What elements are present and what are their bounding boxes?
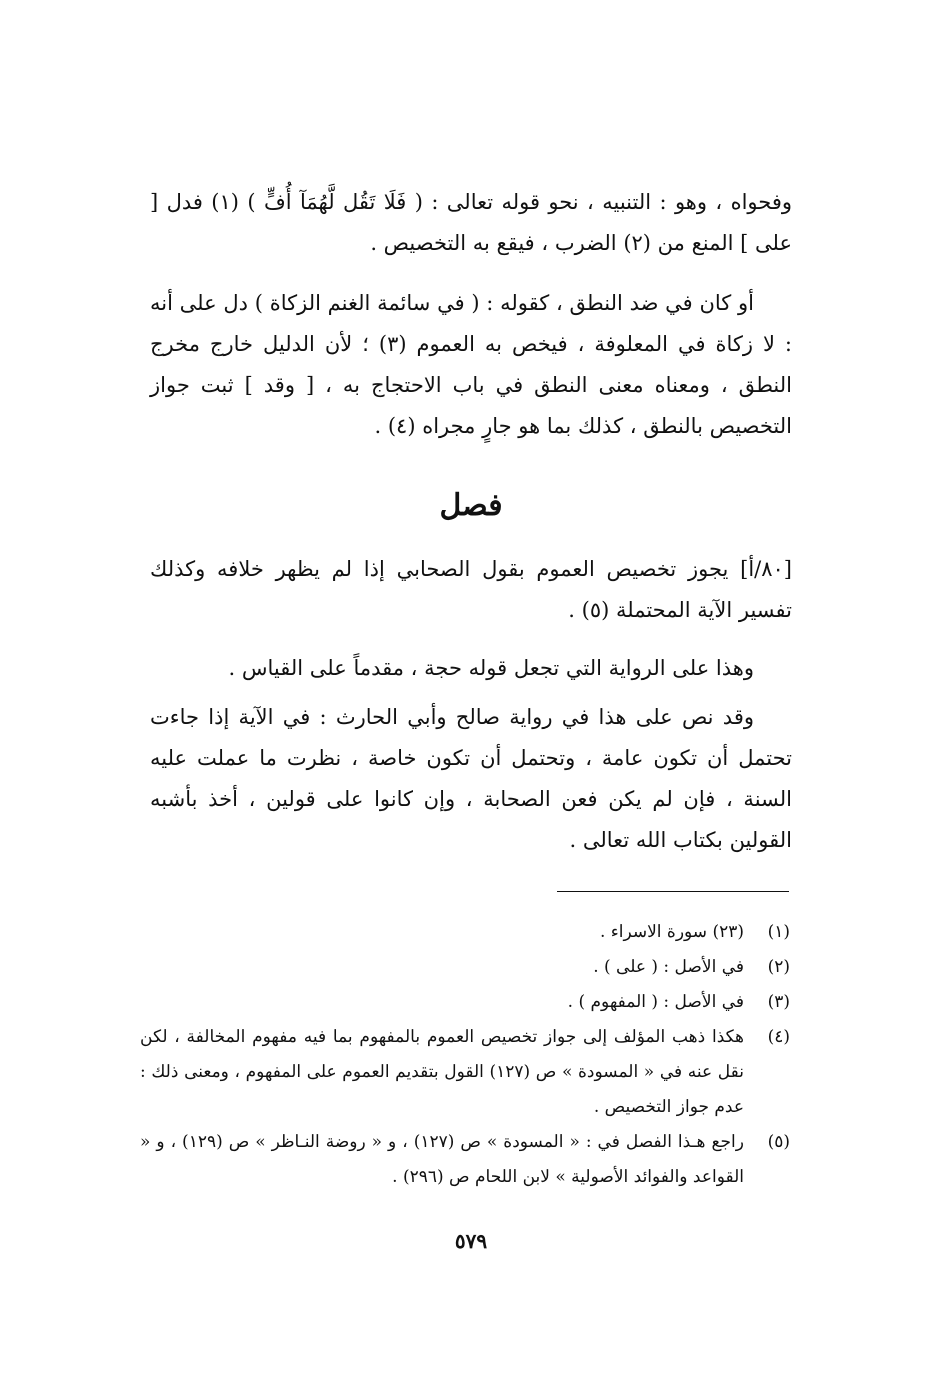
footnote-number: (٥) <box>767 1132 790 1152</box>
footnote-number: (٢) <box>767 957 790 977</box>
footnote-text: في الأصل : ( على ) . <box>593 957 744 977</box>
footnote-text: هكذا ذهب المؤلف إلى جواز تخصيص العموم بالمفهوم بما فيه مفهوم المخالفة ، لكن نقل عنه في « المسودة » ص (١٢٧) القول بتقديم العموم على المفهوم ، ومعنى ذلك : عدم جواز التخصيص . <box>140 1027 744 1117</box>
footnote-text: في الأصل : ( المفهوم ) . <box>567 992 744 1012</box>
footnote-item <box>140 1020 790 1125</box>
paragraph-nass: وقد نص على هذا في رواية صالح وأبي الحارث : في الآية إذا جاءت تحتمل أن تكون عامة ، وتحتمل أن تكون خاصة ، نظرت ما عملت عليه السنة ، فإن لم يكن فعن الصحابة ، وإن كانوا على قولين ، أخذ بأشبه القولين بكتاب الله تعالى . <box>150 705 792 852</box>
page-number: ٥٧٩ <box>454 1229 488 1253</box>
footnote-item <box>140 915 790 950</box>
paragraph-tanbih: وفحواه ، وهو : التنبيه ، نحو قوله تعالى : ( فَلَا تَقُل لَّهُمَآ أُفٍّ ) (١) فدل [ على ] المنع من (٢) الضرب ، فيقع به التخصيص . <box>150 190 792 255</box>
paragraph-takhsis-sahabi: [٨٠/أ] يجوز تخصيص العموم بقول الصحابي إذا لم يظهر خلافه وكذلك تفسير الآية المحتملة (٥) . <box>150 557 792 622</box>
footnote-text: راجع هـذا الفصل في : « المسودة » ص (١٢٧) ، و « روضة النـاظر » ص (١٢٩) ، و « القواعد والفوائد الأصولية » لابن اللحام ص (٢٩٦) . <box>140 1132 744 1187</box>
footnote-item <box>140 950 790 985</box>
footnotes-list <box>140 915 790 1195</box>
footnote-item <box>140 1125 790 1195</box>
footnote-text: (٢٣) سورة الاسراء . <box>599 922 744 942</box>
footnote-divider <box>557 891 789 892</box>
paragraph-riwaya: وهذا على الرواية التي تجعل قوله حجة ، مقدماً على القياس . <box>228 656 754 680</box>
footnote-number: (٤) <box>767 1027 790 1047</box>
footnote-number: (٣) <box>767 992 790 1012</box>
paragraph-didd-al-nutq: أو كان في ضد النطق ، كقوله : ( في سائمة الغنم الزكاة ) دل على أنه : لا زكاة في المعلوفة ، فيخص به العموم (٣) ؛ لأن الدليل خارج مخرج النطق ، ومعناه معنى النطق في باب الاحتجاج به ، [ وقد ] ثبت جواز التخصيص بالنطق ، كذلك بما هو جارٍ مجراه (٤) . <box>150 291 793 438</box>
footnote-item <box>140 985 790 1020</box>
section-heading: فصل <box>439 488 503 523</box>
footnote-number: (١) <box>767 922 790 942</box>
